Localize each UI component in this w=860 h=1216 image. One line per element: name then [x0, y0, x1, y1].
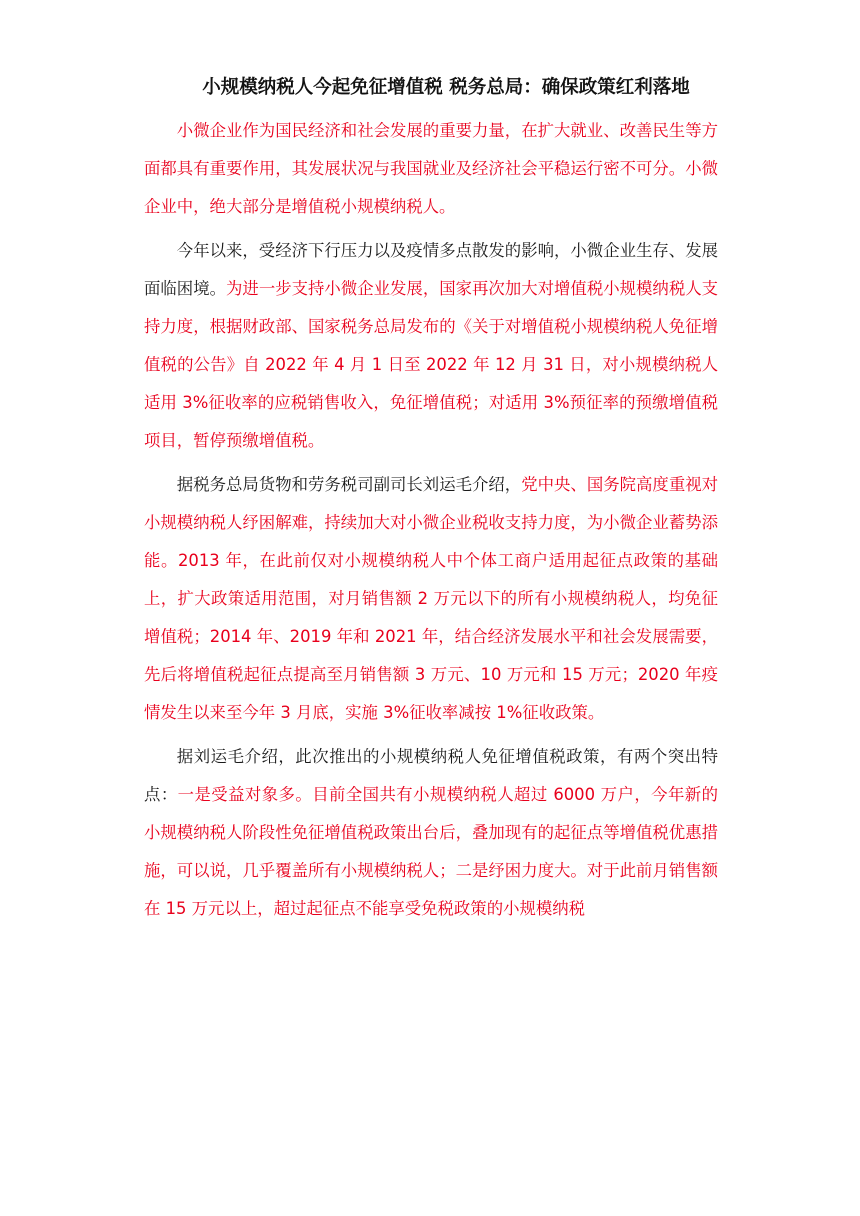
paragraph-4-intro: 据刘运毛介绍，此次推出的小规模纳税人免征增值税政策，有两个突出特点：	[144, 747, 718, 804]
document-title: 小规模纳税人今起免征增值税 税务总局：确保政策红利落地	[202, 77, 690, 98]
paragraph-2-intro: 今年以来，受经济下行压力以及疫情多点散发的影响，小微企业生存、发展面临困境。	[144, 241, 718, 298]
paragraph-4-highlight: 一是受益对象多。目前全国共有小规模纳税人超过 6000 万户，今年新的小规模纳税人阶段性免征增值税政策出台后，叠加现有的起征点等增值税优惠措施，可以说，几乎覆盖所有小规模纳税人；二是纾困力度大。对于此前月销售额在 15 万元以上，超过起征点不能享受免税政策的小规模纳税	[144, 785, 718, 918]
paragraph-2-highlight: 为进一步支持小微企业发展，国家再次加大对增值税小规模纳税人支持力度，根据财政部、国家税务总局发布的《关于对增值税小规模纳税人免征增值税的公告》自 2022 年 4 月 1 日至 2022 年 12 月 31 日，对小规模纳税人适用 3%征收率的应税销售收入，免征增值税；对适用 3%预征率的预缴增值税项目，暂停预缴增值税。	[144, 279, 719, 450]
paragraph-2	[144, 232, 718, 460]
paragraph-3	[144, 466, 718, 732]
paragraph-4	[144, 738, 718, 928]
paragraph-3-highlight: 党中央、国务院高度重视对小规模纳税人纾困解难，持续加大对小微企业税收支持力度，为小微企业蓄势添能。2013 年，在此前仅对小规模纳税人中个体工商户适用起征点政策的基础上，扩大政策适用范围，对月销售额 2 万元以下的所有小规模纳税人，均免征增值税；2014 年、2019 年和 2021 年，结合经济发展水平和社会发展需要，先后将增值税起征点提高至月销售额 3 万元、10 万元和 15 万元；2020 年疫情发生以来至今年 3 月底，实施 3%征收率减按 1%征收政策。	[144, 475, 719, 722]
paragraph-1-text: 小微企业作为国民经济和社会发展的重要力量，在扩大就业、改善民生等方面都具有重要作用，其发展状况与我国就业及经济社会平稳运行密不可分。小微企业中，绝大部分是增值税小规模纳税人。	[144, 121, 718, 216]
paragraph-3-intro: 据税务总局货物和劳务税司副司长刘运毛介绍，	[176, 475, 522, 494]
paragraph-1	[144, 112, 718, 226]
